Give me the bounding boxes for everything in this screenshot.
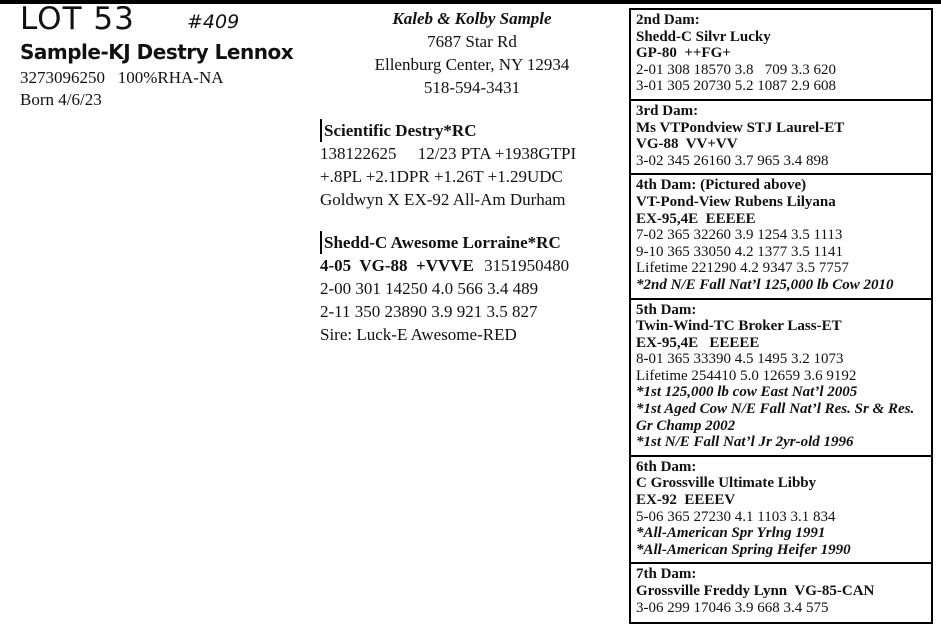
pedigree-record: 3-06 299 17046 3.9 668 3.4 575	[636, 599, 829, 616]
pedigree-heading: 4th Dam: (Pictured above)	[636, 177, 807, 194]
pedigree-record: 3-01 305 20730 5.2 1087 2.9 608	[636, 78, 836, 95]
pedigree-section	[631, 101, 931, 175]
pedigree-box	[629, 8, 933, 624]
pedigree-record: 2-01 308 18570 3.8 709 3.3 620	[636, 61, 836, 78]
sire-line-1: 138122625 12/23 PTA +1938GTPI	[320, 144, 577, 163]
lot-label: LOT 53	[20, 1, 135, 37]
sire-name: Scientific Destry*RC	[324, 121, 477, 140]
pedigree-heading: 5th Dam:	[636, 301, 697, 318]
sire-line-2: +.8PL +2.1DPR +1.26T +1.29UDC	[320, 167, 563, 186]
dam-record-1: 2-00 301 14250 4.0 566 3.4 489	[320, 279, 539, 298]
dam-name: Shedd-C Awesome Lorraine*RC	[324, 233, 561, 252]
pedigree-classification: EX-95,4E EEEEE	[636, 334, 760, 351]
dam-registration: 3151950480	[484, 256, 570, 275]
top-rule	[0, 0, 941, 4]
dam-record-2: 2-11 350 23890 3.9 921 3.5 827	[320, 302, 538, 321]
pedigree-section	[631, 175, 931, 299]
pedigree-section	[631, 564, 931, 620]
pedigree-classification: EX-95,4E EEEEE	[636, 210, 756, 227]
dam-sire-line: Sire: Luck-E Awesome-RED	[320, 325, 517, 344]
animal-name: Sample-KJ Destry Lennox	[20, 40, 294, 64]
pedigree-dam-name: Twin-Wind-TC Broker Lass-ET	[636, 318, 842, 335]
consignor-block	[322, 7, 622, 99]
consignor-address-line2: Ellenburg Center, NY 12934	[374, 55, 570, 74]
pedigree-dam-name: VT-Pond-View Rubens Lilyana	[636, 193, 836, 210]
pedigree-dam-name: C Grossville Ultimate Libby	[636, 475, 817, 492]
dam-classification: 4-05 VG-88 +VVVE	[320, 256, 474, 275]
dam-name-row	[320, 231, 620, 254]
pedigree-classification: VG-88 VV+VV	[636, 136, 738, 153]
consignor-address-line1: 7687 Star Rd	[427, 32, 517, 51]
pedigree-record: 9-10 365 33050 4.2 1377 3.5 1141	[636, 243, 843, 260]
pedigree-classification: EX-92 EEEEV	[636, 492, 736, 509]
pedigree-classification: GP-80 ++FG+	[636, 45, 731, 62]
pedigree-record: 8-01 365 33390 4.5 1495 3.2 1073	[636, 351, 844, 368]
pedigree-section	[631, 457, 931, 565]
pedigree-note: *1st N/E Fall Nat’l Jr 2yr-old 1996	[636, 434, 854, 451]
pedigree-heading: 6th Dam:	[636, 458, 697, 475]
dam-classification-row	[320, 254, 620, 277]
pedigree-record: 7-02 365 32260 3.9 1254 3.5 1113	[636, 227, 843, 244]
animal-registration: 3273096250 100%RHA-NA	[20, 68, 224, 87]
catalog-number: #409	[187, 11, 240, 33]
pedigree-note: *All-American Spring Heifer 1990	[636, 541, 851, 558]
pedigree-record: 3-02 345 26160 3.7 965 3.4 898	[636, 152, 829, 169]
sire-name-row	[320, 119, 620, 142]
pedigree-note: *1st 125,000 lb cow East Nat’l 2005	[636, 384, 858, 401]
pedigree-record: Lifetime 221290 4.2 9347 3.5 7757	[636, 260, 849, 277]
dam-block	[320, 231, 620, 346]
consignor-phone: 518-594-3431	[423, 78, 521, 97]
birth-date: Born 4/6/23	[20, 90, 102, 109]
pedigree-dam-name: Grossville Freddy Lynn VG-85-CAN	[636, 583, 875, 599]
pedigree-dam-name: Shedd-C Silvr Lucky	[636, 28, 771, 45]
pedigree-note: *2nd N/E Fall Nat’l 125,000 lb Cow 2010	[636, 276, 894, 293]
pedigree-section	[631, 10, 931, 101]
pedigree-note: *All-American Spr Yrlng 1991	[636, 525, 826, 542]
pedigree-record: 5-06 365 27230 4.1 1103 3.1 834	[636, 508, 836, 525]
sire-line-3: Goldwyn X EX-92 All-Am Durham	[320, 190, 566, 209]
pedigree-dam-name: Ms VTPondview STJ Laurel-ET	[636, 119, 845, 136]
consignor-name: Kaleb & Kolby Sample	[392, 9, 552, 28]
pedigree-heading: 3rd Dam:	[636, 102, 699, 119]
pedigree-section	[631, 300, 931, 457]
pedigree-note: *1st Aged Cow N/E Fall Nat’l Res. Sr & Res. Gr Champ 2002	[636, 401, 918, 434]
pedigree-heading: 2nd Dam:	[636, 12, 700, 28]
sire-block	[320, 119, 620, 211]
pedigree-record: Lifetime 254410 5.0 12659 3.6 9192	[636, 367, 857, 384]
pedigree-heading: 7th Dam:	[636, 566, 697, 583]
